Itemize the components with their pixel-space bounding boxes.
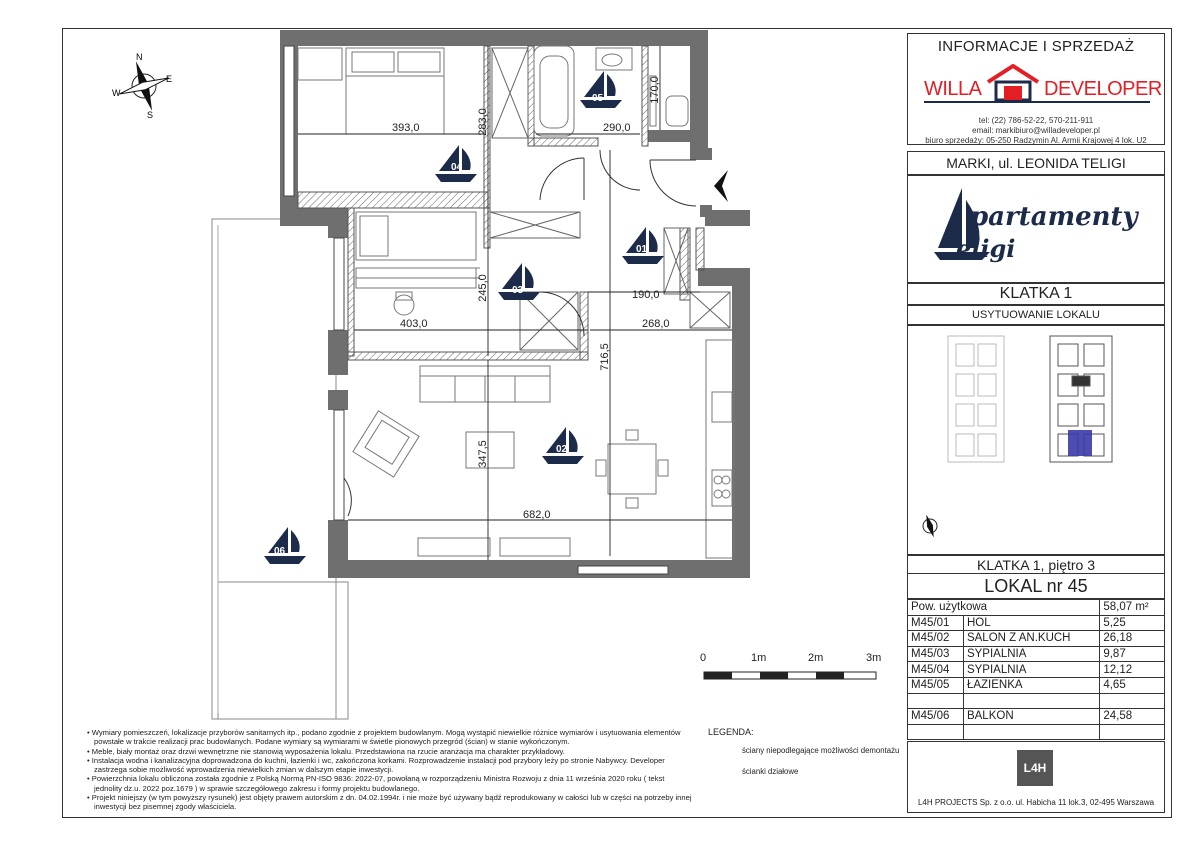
note-5: • Projekt niniejszy (w tym powyższy rysunek) jest objęty prawem autorskim z dn. 04.02.1994r. i nie może być używany bądź reprodukowany w całości lub w części na potrzeby innej inwestycji bez pisemnej zgody właściciela. <box>87 793 692 812</box>
stair-title: KLATKA 1 <box>999 285 1073 302</box>
scale-label-3: 3m <box>866 652 882 664</box>
room-marker-01 <box>622 227 664 264</box>
dim-283: 283,0 <box>477 108 489 136</box>
dim-682: 682,0 <box>523 509 551 521</box>
table-row: M45/01 HOL 5,25 <box>908 615 1165 631</box>
stair-subtitle-box <box>907 305 1165 325</box>
room-marker-02 <box>542 427 584 464</box>
location-plan-box <box>907 325 1165 555</box>
note-4: • Powierzchnia lokalu obliczona została zgodnie z Polską Normą PN-ISO 9836: 2022-07, powołaną w rozporządzeniu Ministra Rozwoju z dnia 11 września 2020 roku ( tekst jednolity dz.u. 2022 poz.1679 ) w sprawie szczegółowego zakresu i formy projektu budowlanego. <box>87 774 665 793</box>
stair-subtitle: USYTUOWANIE LOKALU <box>972 309 1100 321</box>
compass-icon <box>112 52 172 120</box>
svg-text:W: W <box>112 88 121 98</box>
contact-block: tel: (22) 786-52-22, 570-211-911 email: markibiuro@willadeveloper.pl biuro sprzedaży: 05-250 Radzymin Al. Armii Krajowej 4 lok. U2 <box>925 116 1147 145</box>
legend-title: LEGENDA: <box>708 727 754 737</box>
unit-box <box>907 573 1165 599</box>
dim-245: 245,0 <box>477 274 489 302</box>
rooms-table <box>907 599 1165 740</box>
svg-text:S: S <box>147 110 154 120</box>
room-marker-04 <box>435 145 477 182</box>
developer-box <box>907 33 1165 145</box>
legend-walls: ściany niepodlegające możliwości demontażu <box>742 746 900 755</box>
dim-347: 347,5 <box>477 440 489 468</box>
developer-logo: WILLA DEVELOPER <box>924 64 1150 104</box>
project-logo-line2: eligi <box>956 234 1016 263</box>
area-label: Pow. użytkowa <box>908 600 1100 616</box>
project-logo-box <box>907 175 1165 283</box>
building-location-plan <box>908 326 1164 554</box>
info-heading: INFORMACJE I SPRZEDAŻ <box>937 38 1135 55</box>
area-row <box>908 600 1165 616</box>
dim-268: 268,0 <box>642 318 670 330</box>
dim-190: 190,0 <box>632 289 660 301</box>
room-marker-05 <box>580 71 622 108</box>
location-box <box>907 555 1165 573</box>
room-marker-03 <box>498 263 540 300</box>
stair-title-box <box>907 283 1165 305</box>
legend-partitions: ścianki działowe <box>742 767 799 776</box>
designer-logo: L4H <box>1017 750 1053 786</box>
note-2: • Meble, biały montaż oraz drzwi wewnętrzne nie stanowią wyposażenia lokalu. Przedstawiona na rzucie aranżacja ma charakter przykładowy. <box>87 746 565 756</box>
info-panel <box>907 33 1165 813</box>
notes <box>86 728 692 812</box>
table-row: M45/05 ŁAZIENKA 4,65 <box>908 677 1165 693</box>
designer-text: L4H PROJECTS Sp. z o.o. ul. Habicha 11 lok.3, 02-495 Warszawa <box>917 798 1155 807</box>
note-3: • Instalacja wodna i kanalizacyjna doprowadzona do kuchni, łazienki i wc, zakończona korkami. Rozprowadzenie instalacji pod przybory leży po stronie Nabywcy. Developer zastrzega sobie możliwość wprowadzenia niewielkich zmian w dalszym etapie inwestycji. <box>87 755 665 775</box>
area-value: 58,07 m² <box>1100 600 1165 616</box>
svg-text:03: 03 <box>512 285 524 296</box>
table-row-empty <box>908 724 1165 740</box>
table-row: M45/06 BALKON 24,58 <box>908 709 1165 725</box>
table-row-empty <box>908 693 1165 709</box>
unit-highlight <box>1068 430 1092 456</box>
location: KLATKA 1, piętro 3 <box>976 557 1096 573</box>
entrance-arrow <box>714 170 728 202</box>
table-row: M45/02 SALON Z AN.KUCH 26,18 <box>908 631 1165 647</box>
scale-label-0: 0 <box>700 652 707 664</box>
note-1: • Wymiary pomieszczeń, lokalizacje przyborów sanitarnych itp., podano zgodnie z projektem budowlanym. Mogą wystąpić niewielkie różnice wymiarów i usytuowania elementów powstałe w trakcie realizacji prac budowlanych. Podane wymiary są wymiarami w świetle pionowych przegród (ścian) w stanie wykończonym. <box>87 728 681 747</box>
scale-bar <box>704 672 876 679</box>
project-logo-line1: partamenty <box>970 202 1138 232</box>
furniture <box>298 46 734 558</box>
partitions <box>298 46 704 360</box>
svg-text:N: N <box>136 52 143 62</box>
svg-text:E: E <box>166 74 173 84</box>
svg-text:02: 02 <box>556 444 568 455</box>
house-logo-icon <box>984 64 1042 102</box>
dim-403: 403,0 <box>400 318 428 330</box>
scale-label-2: 2m <box>808 652 824 664</box>
svg-text:01: 01 <box>636 244 648 255</box>
designer-box <box>907 741 1165 813</box>
svg-text:06: 06 <box>274 546 286 557</box>
address-box <box>907 151 1165 175</box>
address: MARKI, ul. LEONIDA TELIGI <box>946 155 1126 171</box>
unit-number: LOKAL nr 45 <box>984 576 1088 596</box>
room-marker-06 <box>264 527 306 564</box>
dim-716: 716,5 <box>599 343 611 371</box>
table-row: M45/04 SYPIALNIA 12,12 <box>908 662 1165 678</box>
scale-label-1: 1m <box>751 652 767 664</box>
dim-393: 393,0 <box>392 122 420 134</box>
location-compass-icon <box>923 514 937 539</box>
svg-text:05: 05 <box>592 93 604 104</box>
dim-170: 170,0 <box>649 76 661 104</box>
balcony-outline <box>212 219 336 719</box>
dim-290: 290,0 <box>603 122 631 134</box>
svg-text:04: 04 <box>451 162 463 173</box>
table-row: M45/03 SYPIALNIA 9,87 <box>908 646 1165 662</box>
